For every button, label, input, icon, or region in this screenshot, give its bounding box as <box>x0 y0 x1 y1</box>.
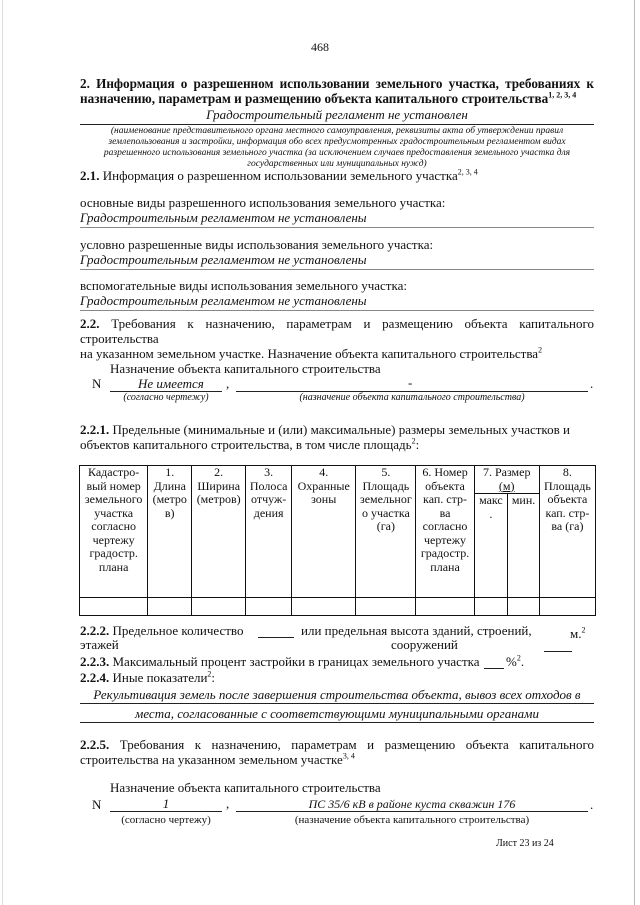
th-length: 1. Длина (метро в) <box>148 466 192 598</box>
th-land-area: 5. Площадь земельног о участка (га) <box>356 466 416 598</box>
n-value: Не имеется <box>138 376 204 391</box>
dot: . <box>590 376 594 391</box>
section-2-2-3: 2.2.3. Максимальный процент застройки в границах земельного участка <box>80 654 480 669</box>
table-cell <box>148 598 192 616</box>
purpose-underline-2 <box>236 811 588 812</box>
table-cell <box>474 598 508 616</box>
section-2-1-title: 2.1. Информация о разрешенном использовании земельного участка$^{2, 3, 4}$ <box>80 167 478 183</box>
caption-drawing-2: (согласно чертежу) <box>121 814 211 826</box>
caption-purpose-2: (назначение объекта капитального строительства) <box>294 814 530 826</box>
caption-purpose: (назначение объекта капитального строительства) <box>299 392 525 403</box>
section-2-2-1-title: 2.2.1. Предельные (минимальные и (или) максимальные) размеры земельных участков и <box>80 422 570 437</box>
main-uses-label: основные виды разрешенного использования земельного участка: <box>80 195 446 210</box>
regulation-note: (наименование представительного органа местного самоуправления, реквизиты акта об утверждении правил землепользования и застройки, информация обо всех предусмотренных градостроительным регламентом видах разрешенного использования земельного участка (за исключением случаев предоставления земельного участка для государственных или муниципальных нужд) <box>103 126 571 169</box>
n-underline-2 <box>110 811 222 812</box>
table-cell <box>539 598 595 616</box>
divider <box>80 124 594 125</box>
purpose-label-2: Назначение объекта капитального строительства <box>110 780 381 795</box>
n-value-2: 1 <box>162 796 170 811</box>
percent-blank <box>484 668 504 669</box>
other-indicators-line2: места, согласованные с соответствующими муниципальными органами <box>135 706 539 721</box>
comma-2: , <box>226 796 230 811</box>
height-blank <box>544 651 572 652</box>
comma: , <box>226 376 230 391</box>
page-edge-right <box>634 0 635 905</box>
th-protected-zones: 4. Охранные зоны <box>292 466 356 598</box>
percent-unit: %$^2$. <box>506 653 525 669</box>
conditional-uses-value: Градостроительным регламентом не установлены <box>80 252 367 267</box>
th-object-area: 8. Площадь объекта кап. стр- ва (га) <box>539 466 595 598</box>
section-2-2-5-line2: строительства на указанном земельном участке$^{3, 4}$ <box>80 751 355 767</box>
floors-blank <box>258 637 294 638</box>
page-edge-left <box>2 0 3 905</box>
divider <box>80 227 594 228</box>
section-2-2-2-b: или предельная высота зданий, строений, <box>301 623 532 638</box>
auxiliary-uses-value: Градостроительным регламентом не установлены <box>80 293 367 308</box>
section-2-2-2-a: 2.2.2. Предельное количество <box>80 623 244 638</box>
conditional-uses-label: условно разрешенные виды использования земельного участка: <box>80 237 434 252</box>
n-label: N <box>92 376 102 391</box>
regulation-value: Градостроительный регламент не установлен <box>206 107 468 122</box>
section-2-2-5-title: 2.2.5. Требования к назначению, параметрам и размещению объекта капитального <box>80 737 595 752</box>
structures-label: сооружений <box>391 637 458 652</box>
section-2-2-title: 2.2. Требования к назначению, параметрам и размещению объекта капитального строительства <box>80 316 595 346</box>
table-cell <box>416 598 474 616</box>
caption-drawing: (согласно чертежу) <box>123 392 209 403</box>
height-unit: м.$^2$ <box>570 625 586 641</box>
th-size-max: макс . <box>474 494 508 598</box>
dot-2: . <box>590 797 594 812</box>
th-size: 7. Размер (м) <box>474 466 539 494</box>
th-alienation-strip: 3. Полоса отчуж- дения <box>246 466 292 598</box>
dimensions-table <box>79 465 596 616</box>
section-2-2-line2: на указанном земельном участке. Назначение объекта капитального строительства$^2$ <box>80 345 543 361</box>
floors-label: этажей <box>80 637 119 652</box>
sheet-number: Лист 23 из 24 <box>496 838 554 849</box>
divider <box>80 269 594 270</box>
table-cell <box>80 598 148 616</box>
th-size-min: мин. <box>508 494 540 598</box>
section-2-2-1-line2: объектов капитального строительства, в том числе площадь$^2$: <box>80 436 420 452</box>
main-uses-value: Градостроительным регламентом не установлены <box>80 210 367 225</box>
table-row <box>80 598 596 616</box>
purpose-value-2: ПС 35/6 кВ в районе куста скважин 176 <box>308 797 516 811</box>
th-cadastral: Кадастро- вый номер земельного участка согласно чертежу градостр. плана <box>80 466 148 598</box>
n-label-2: N <box>92 797 102 812</box>
th-width: 2. Ширина (метров) <box>192 466 246 598</box>
other-indicators-line1: Рекультивация земель после завершения строительства объекта, вывоз всех отходов в <box>93 687 581 702</box>
table-cell <box>292 598 356 616</box>
divider <box>80 722 594 723</box>
purpose-dash: - <box>408 375 413 390</box>
th-object-number: 6. Номер объекта кап. стр- ва согласно чертежу градостр. плана <box>416 466 474 598</box>
auxiliary-uses-label: вспомогательные виды использования земельного участка: <box>80 278 407 293</box>
table-cell <box>356 598 416 616</box>
table-cell <box>246 598 292 616</box>
table-cell <box>508 598 540 616</box>
page-number: 468 <box>311 40 329 54</box>
divider <box>80 310 594 311</box>
section-2-2-4: 2.2.4. Иные показатели$^2$: <box>80 669 216 685</box>
section-2-heading: 2. Информация о разрешенном использовании земельного участка, требованиях к назначению, параметрам и размещению объекта капитального строительства$^{1, 2, 3, 4}$ <box>80 76 594 106</box>
table-cell <box>192 598 246 616</box>
purpose-label: Назначение объекта капитального строительства <box>110 361 381 376</box>
divider <box>80 703 594 704</box>
